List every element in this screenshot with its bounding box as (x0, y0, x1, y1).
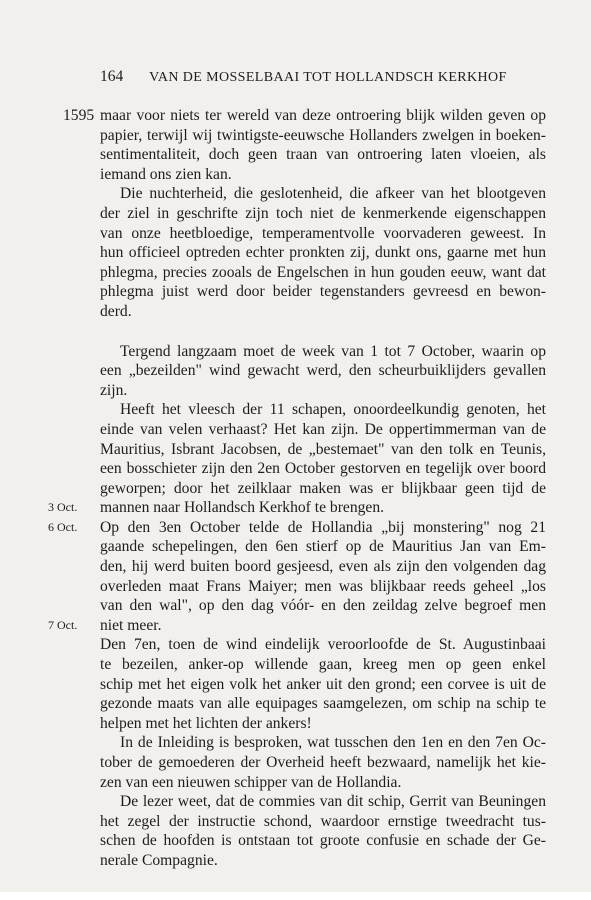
text-line: schen de hoofden is ontstaan tot groote confusie en schade der Ge- (100, 832, 546, 850)
text-line: der ziel in geschrifte zijn toch niet de kenmerkende eigenschappen (100, 204, 546, 222)
running-title: VAN DE MOSSELBAAI TOT HOLLANDSCH KERKHOF (149, 70, 507, 85)
margin-date-3-oct: 3 Oct. (48, 500, 78, 514)
text-line: het zegel der instructie schond, waardoor ernstige tweedracht tus- (100, 812, 546, 830)
paragraph (100, 733, 546, 792)
text-line: niet meer. (100, 616, 162, 634)
paragraph (100, 518, 546, 636)
text-line: Heeft het vleesch der 11 schapen, onoordeelkundig genoten, het (120, 401, 546, 419)
paragraph (100, 400, 546, 518)
paragraph (100, 106, 546, 184)
margin-date-7-oct: 7 Oct. (48, 618, 78, 632)
text-line: phlegma, precies zooals de Engelschen in hun gouden eeuw, want dat (100, 263, 546, 281)
text-line: iemand ons zien kan. (100, 165, 232, 183)
text-line: van den wal", op den dag vóór- en den zeildag zelve begroef men (100, 597, 546, 615)
scan-footer (0, 892, 591, 900)
text-line: Mauritius, Isbrant Jacobsen, de „bestemaet" van den tolk en Teunis, (100, 440, 546, 458)
text-line: nerale Compagnie. (100, 851, 218, 869)
text-line: derd. (100, 302, 132, 320)
paragraph (100, 792, 546, 870)
text-line: een „bezeilden" wind gewacht werd, den scheurbuiklijders gevallen (100, 362, 546, 380)
text-line: helpen met het lichten der ankers! (100, 714, 312, 732)
page-number: 164 (100, 68, 124, 85)
paragraph (100, 635, 546, 733)
text-line: einde van velen verhaast? Het kan zijn. De oppertimmerman van de (100, 420, 546, 438)
text-line: gaande schepelingen, den 6en stierf op de Mauritius Jan van Em- (100, 538, 546, 556)
margin-year: 1595 (63, 107, 95, 124)
text-line: schip met het eigen volk het anker uit den grond; een corvee is uit de (100, 675, 546, 693)
text-line: te bezeilen, anker-op willende gaan, kreeg men op geen enkel (100, 656, 546, 674)
running-header (100, 68, 507, 86)
text-line: maar voor niets ter wereld van deze ontroering blijk wilden geven op (100, 107, 546, 124)
text-line: tober de gemoederen der Overheid heeft bezwaard, namelijk het kie- (100, 754, 546, 771)
text-line: phlegma juist werd door beider tegenstanders gevreesd en bewon- (100, 283, 546, 301)
text-line: van onze heetbloedige, temperamentvolle voorvaderen geweest. In (100, 224, 546, 242)
body-text (100, 106, 546, 871)
text-line: papier, terwijl wij twintigste-eeuwsche Hollanders zwelgen in boeken- (100, 126, 546, 144)
paragraph-gap (100, 322, 546, 342)
text-line: Den 7en, toen de wind eindelijk veroorloofde de St. Augustinbaai (100, 636, 546, 654)
text-line: Op den 3en October telde de Hollandia „bij monstering" nog 21 (100, 518, 546, 536)
margin-date-6-oct: 6 Oct. (48, 520, 78, 534)
text-line: geworpen; door het zeilklaar maken was er blijkbaar geen tijd de (100, 479, 546, 497)
paragraph (100, 342, 546, 401)
text-line: In de Inleiding is besproken, wat tusschen den 1en en den 7en Oc- (120, 734, 546, 752)
text-line: Tergend langzaam moet de week van 1 tot 7 October, waarin op (120, 342, 546, 360)
text-line: den, hij werd buiten boord gesjeesd, even als zijn den volgenden dag (100, 558, 546, 576)
text-line: hun officieel optreden echter pronkten zij, dunkt ons, gaarne met hun (100, 244, 546, 262)
text-line: overleden maat Frans Maiyer; men was blijkbaar reeds geheel „los (100, 577, 546, 595)
text-line: sentimentaliteit, doch geen traan van ontroering laten vloeien, als (100, 146, 546, 164)
text-line: zen van een nieuwen schipper van de Hollandia. (100, 773, 402, 791)
paragraph (100, 184, 546, 321)
text-line: een bosschieter zijn den 2en October gestorven en tegelijk over boord (100, 460, 546, 478)
text-line: zijn. (100, 381, 128, 399)
text-line: Die nuchterheid, die geslotenheid, die afkeer van het blootgeven (120, 185, 546, 203)
text-line: De lezer weet, dat de commies van dit schip, Gerrit van Beuningen (120, 793, 546, 811)
text-line: mannen naar Hollandsch Kerkhof te brengen. (100, 499, 385, 517)
text-line: gezonde maats van alle equipages saamgelezen, om schip na schip te (100, 695, 546, 713)
